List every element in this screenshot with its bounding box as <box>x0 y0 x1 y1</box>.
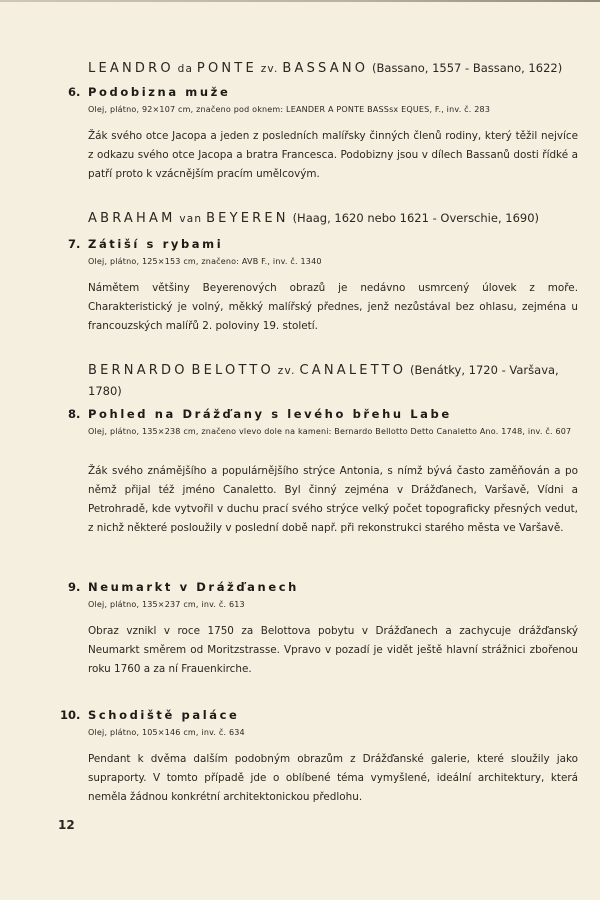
entry-description-10: Pendant k dvěma dalším podobným obrazům z Drážďanské galerie, které sloužily jako supraporty. V tomto případě jde o oblíbené téma vymyšlené, ideální architektury, která neměla žádnou konkrétní architektonickou předlohu. <box>88 753 578 803</box>
artist-dates: (Bassano, 1557 - Bassano, 1622) <box>372 61 563 75</box>
artist-alias-prefix: zv. <box>277 365 296 377</box>
artist-second-name: PONTE <box>196 61 257 76</box>
artist-heading-bassano <box>88 58 578 79</box>
entry-title-8 <box>68 406 452 422</box>
entry-description-8: Žák svého známějšího a populárnějšího strýce Antonia, s nímž bývá často zaměňován a po němž přijal též jméno Canaletto. Byl činný zejména v Drážďanech, Varšavě, Vídni a Petrohradě, kde vytvořil v duchu prací svého strýce velký počet topograficky přesných vedut, z nichž některé posloužily v poslední době např. při rekonstrukci starého města ve Varšavě. <box>88 465 578 534</box>
artist-heading-beyeren <box>88 208 578 229</box>
entry-description-7: Námětem většiny Beyerenových obrazů je nedávno usmrcený úlovek z moře. Charakteristický je volný, měkký malířský přednes, jenž nezůstával bez ohlasu, zejména u francouzských malířů 2. poloviny 19. století. <box>88 282 578 332</box>
entry-catalog-6: Olej, plátno, 92×107 cm, značeno pod oknem: LEANDER A PONTE BASSsx EQUES, F., inv. č. 283 <box>88 105 491 114</box>
entry-catalog-8: Olej, plátno, 135×238 cm, značeno vlevo dole na kameni: Bernardo Bellotto Detto Canaletto Ano. 1748, inv. č. 607 <box>88 427 572 436</box>
artist-first-name: LEANDRO <box>88 61 174 76</box>
artist-first-name: ABRAHAM <box>88 211 176 226</box>
artist-second-name: BEYEREN <box>206 211 289 226</box>
page-number: 12 <box>58 818 75 832</box>
entry-title-text: Schodiště paláce <box>88 708 240 722</box>
artist-first-name: BERNARDO <box>88 363 188 378</box>
entry-title-text: Neumarkt v Drážďanech <box>88 580 299 594</box>
entry-number: 8. <box>68 407 81 421</box>
entry-title-text: Zátiší s rybami <box>88 237 224 251</box>
entry-title-9 <box>68 579 299 595</box>
artist-alias: CANALETTO <box>299 363 407 378</box>
artist-connector: van <box>179 213 203 225</box>
entry-number: 7. <box>68 237 81 251</box>
artist-connector: da <box>177 63 194 75</box>
entry-catalog-9: Olej, plátno, 135×237 cm, inv. č. 613 <box>88 600 245 609</box>
entry-title-6 <box>68 84 230 100</box>
artist-alias-prefix: zv. <box>260 63 279 75</box>
entry-title-7 <box>68 236 223 252</box>
entry-title-text: Podobizna muže <box>88 85 231 99</box>
entry-number: 9. <box>68 580 81 594</box>
artist-alias: BASSANO <box>282 61 369 76</box>
entry-description-6: Žák svého otce Jacopa a jeden z posledních malířsky činných členů rodiny, který těžil nejvíce z odkazu svého otce Jacopa a bratra Francesca. Podobizny jsou v dílech Bassanů dosti řídké a patří proto k vzácnějším pracím umělcovým. <box>88 130 578 180</box>
entry-number: 6. <box>68 85 81 99</box>
artist-heading-belotto <box>88 360 578 401</box>
entry-catalog-7: Olej, plátno, 125×153 cm, značeno: AVB F., inv. č. 1340 <box>88 257 322 266</box>
entry-catalog-10: Olej, plátno, 105×146 cm, inv. č. 634 <box>88 728 245 737</box>
artist-dates: (Haag, 1620 nebo 1621 - Overschie, 1690) <box>292 211 540 225</box>
page-top-edge <box>0 0 600 2</box>
entry-description-9: Obraz vznikl v roce 1750 za Belottova pobytu v Drážďanech a zachycuje drážďanský Neumarkt směrem od Moritzstrasse. Vpravo v pozadí je vidět ještě hlavní strážnici zbořenou roku 1760 a za ní Frauenkirche. <box>88 625 578 675</box>
artist-dates: (Benátky, 1720 - Varšava, 1780) <box>88 363 559 398</box>
entry-number: 10. <box>60 708 81 722</box>
entry-title-10 <box>60 707 240 723</box>
artist-second-name: BELOTTO <box>191 363 274 378</box>
entry-title-text: Pohled na Drážďany s levého břehu Labe <box>88 407 452 421</box>
